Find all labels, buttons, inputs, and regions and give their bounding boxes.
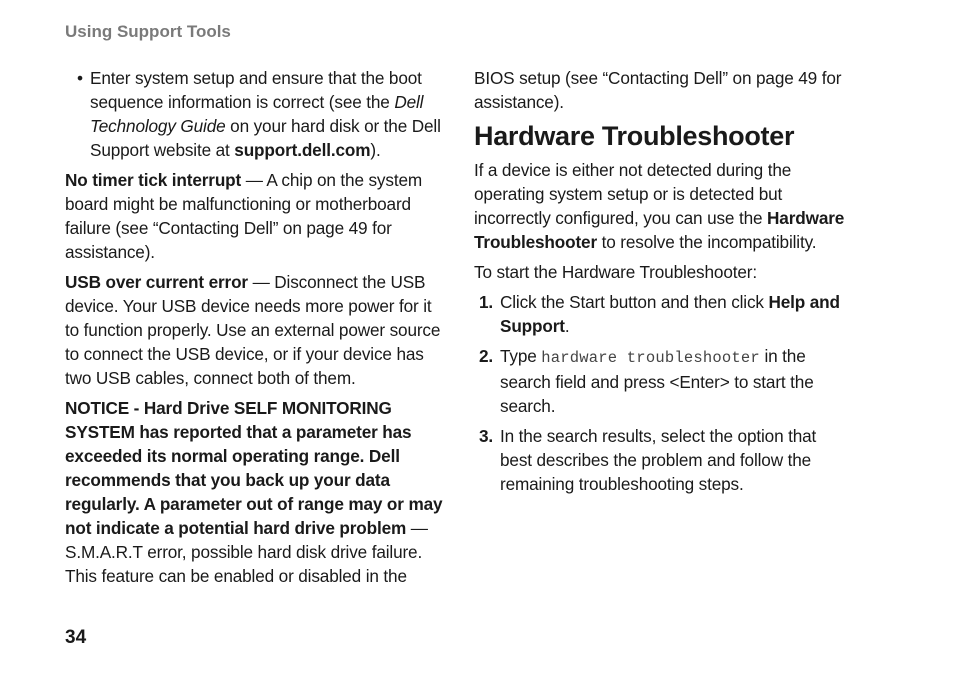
step-2-text-1: Type	[500, 346, 542, 366]
notice-paragraph	[65, 396, 449, 588]
bullet-text-3: ).	[370, 140, 381, 160]
help-and-support-label: Help and Support	[500, 292, 840, 336]
intro-paragraph	[474, 158, 846, 254]
support-website-link[interactable]: support.dell.com	[234, 140, 371, 160]
step-number: 3.	[479, 426, 494, 446]
usb-text: — Disconnect the USB device. Your USB device needs more power for it to function properly. Use an external power source to connect the USB device, or if your device has two USB cables, connect both of them.	[65, 272, 441, 388]
left-column	[65, 66, 449, 594]
usb-term: USB over current error	[65, 272, 248, 292]
bullet-text-2: on your hard disk or the Dell Support website at	[90, 116, 441, 160]
no-timer-paragraph	[65, 168, 449, 264]
notice-bold: NOTICE - Hard Drive SELF MONITORING SYSTEM has reported that a parameter has exceeded its normal operating range. Dell recommends that you back up your data regularly. A parameter out of range may or may not indicate a potential hard drive problem	[65, 398, 443, 538]
step-1-text-1: Click the Start button and then click	[500, 292, 769, 312]
right-column	[474, 66, 846, 502]
step-number: 2.	[479, 346, 494, 366]
step-3-text: In the search results, select the option that best describes the problem and follow the remaining troubleshooting steps.	[500, 426, 817, 494]
step-1-text-2: .	[564, 316, 570, 336]
step-2	[474, 344, 846, 418]
boot-sequence-bullet	[65, 66, 449, 162]
step-2-text-2: in the search field and press <Enter> to start the search.	[500, 346, 814, 416]
start-text: To start the Hardware Troubleshooter:	[474, 262, 757, 282]
page-number: 34	[65, 627, 87, 648]
search-code: hardware troubleshooter	[541, 349, 760, 367]
step-3	[474, 424, 846, 496]
intro-text-1: If a device is either not detected during the operating system setup or is detected but incorrectly configured, you can use the	[474, 160, 792, 228]
usb-paragraph	[65, 270, 449, 390]
bios-continuation: BIOS setup (see “Contacting Dell” on page 49 for assistance).	[474, 68, 842, 112]
technology-guide-ref: Dell Technology Guide	[90, 92, 424, 136]
intro-text-2: to resolve the incompatibility.	[597, 232, 817, 252]
no-timer-text: — A chip on the system board might be malfunctioning or motherboard failure (see “Contacting Dell” on page 49 for assistance).	[65, 170, 423, 262]
section-header: Using Support Tools	[65, 22, 231, 41]
no-timer-term: No timer tick interrupt	[65, 170, 242, 190]
intro-bold: Hardware Troubleshooter	[474, 208, 845, 252]
steps-list	[474, 290, 846, 496]
bullet-text-1: Enter system setup and ensure that the boot sequence information is correct (see the	[90, 68, 422, 112]
step-1	[474, 290, 846, 338]
step-number: 1.	[479, 292, 494, 312]
hardware-troubleshooter-heading: Hardware Troubleshooter	[474, 121, 795, 151]
bullet-marker: •	[77, 68, 83, 88]
notice-text: — S.M.A.R.T error, possible hard disk drive failure. This feature can be enabled or disabled in the	[65, 518, 428, 586]
